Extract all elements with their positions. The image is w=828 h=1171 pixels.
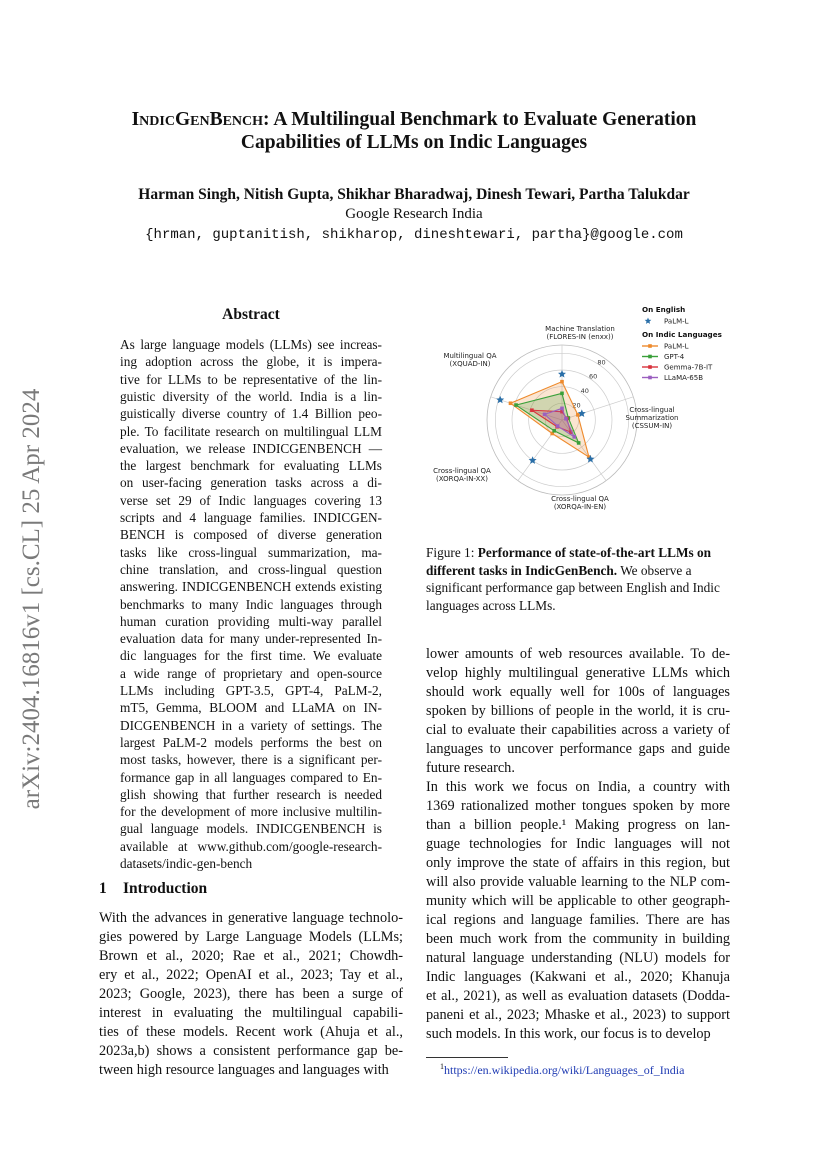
text-line: gual language models. INDICGENBENCH is <box>120 821 382 837</box>
series-point-llama-65b <box>543 413 547 417</box>
text-line: ical regions and language families. There are has <box>426 912 730 928</box>
text-line: munity which will be applicable to other geograph- <box>426 893 730 909</box>
caption-bold: Performance of state-of-the-art LLMs on different tasks in IndicGenBench. <box>426 545 712 578</box>
text-line: BENCH is composed of diverse generation <box>120 527 382 543</box>
figure-caption <box>426 544 730 614</box>
title-line2: Capabilities of LLMs on Indic Languages <box>240 132 588 153</box>
text-line: With the advances in generative language technolo- <box>99 910 403 926</box>
series-point-palm-l <box>509 401 513 405</box>
axis-label: Cross-lingual QA <box>551 495 609 503</box>
text-line: paneni et al., 2023; Mhaske et al., 2023) to support <box>426 1007 730 1023</box>
axis-label: (CSSUM-IN) <box>631 422 673 430</box>
text-line: most tasks, however, there is a significant per- <box>120 752 382 768</box>
text-line: evaluation data for many under-represented In- <box>120 631 382 647</box>
series-point-gpt-4 <box>552 429 556 433</box>
author-emails: {hrman, guptanitish, shikharop, dineshtewari, partha}@google.com <box>145 227 683 243</box>
series-point-palm-l <box>560 380 564 384</box>
footnote-rule <box>426 1057 508 1058</box>
abstract-heading: Abstract <box>222 306 280 323</box>
text-line: ties of these models. Recent work (Ahuja et al., <box>99 1024 403 1040</box>
series-point-palm-l <box>576 413 580 417</box>
text-line: DICGENBENCH in a variety of settings. The <box>120 717 382 733</box>
legend-entry-label: Gemma-7B-IT <box>664 363 713 372</box>
section-title: Introduction <box>123 880 208 897</box>
text-line: should work equally well for 100s of languages <box>426 684 730 700</box>
text-line: scripts and 4 language families. INDICGEN- <box>120 510 382 525</box>
text-line: guistic diversity of the world. India is a lin- <box>120 388 382 404</box>
series-point-llama-65b <box>564 417 568 421</box>
legend-title-indic: On Indic Languages <box>642 330 722 339</box>
caption-rest: We observe a significant performance gap between English and Indic languages across LLMs. <box>426 562 720 613</box>
text-line: answering. INDICGENBENCH extends existing <box>120 579 382 595</box>
text-line: evaluation, we release INDICGENBENCH — <box>120 440 382 456</box>
series-point-llama-65b <box>560 407 564 411</box>
ring-tick-label: 80 <box>597 358 606 367</box>
legend-marker-swatch <box>648 355 652 359</box>
text-line: natural language understanding (NLU) models for <box>426 950 730 966</box>
text-line: ery et al., 2022; OpenAI et al., 2023; Tay et al., <box>99 967 403 983</box>
figure-radar-chart <box>420 300 740 525</box>
author-list: Harman Singh, Nitish Gupta, Shikhar Bharadwaj, Dinesh Tewari, Partha Talukdar <box>138 186 690 203</box>
ring-tick-label: 60 <box>589 372 598 381</box>
legend-marker-swatch <box>648 344 652 348</box>
text-line: tasks like cross-lingual summarization, ma- <box>120 544 382 560</box>
series-point-llama-65b <box>556 424 560 428</box>
text-line: verse set 29 of Indic languages covering 13 <box>120 492 382 508</box>
footnote-mark: 1 <box>440 1062 444 1071</box>
text-line: languages to uncover performance gaps and guide <box>426 741 730 757</box>
axis-label: Machine Translation <box>545 325 615 333</box>
legend-entry-label: PaLM-L <box>664 342 689 351</box>
text-line: Brown et al., 2020; Rae et al., 2021; Chowdh- <box>99 948 403 964</box>
affiliation: Google Research India <box>345 206 483 222</box>
series-point-gpt-4 <box>577 441 581 445</box>
series-point-gpt-4 <box>560 392 564 396</box>
text-line: velop highly multilingual generative LLMs which <box>426 665 730 681</box>
text-line: only improve the state of affairs in this region, but <box>426 855 730 871</box>
ring-tick-label: 40 <box>580 387 589 396</box>
text-line: In this work we focus on India, a country with <box>426 779 730 795</box>
text-line: than a billion people.¹ Making progress on lan- <box>426 817 730 833</box>
arxiv-identifier: arXiv:2404.16816v1 [cs.CL] 25 Apr 2024 <box>18 388 45 810</box>
text-line: Indic languages (Kakwani et al., 2020; Khanuja <box>426 969 730 985</box>
text-line: available at www.github.com/google-research- <box>120 838 382 854</box>
ring-tick-label: 20 <box>572 401 581 410</box>
text-line: such models. In this work, our focus is to develop <box>426 1026 711 1042</box>
section-heading-introduction <box>99 880 207 898</box>
legend-marker-swatch <box>648 365 652 369</box>
axis-label: Multilingual QA <box>443 352 497 360</box>
axis-label: (XQUAD-IN) <box>449 360 491 368</box>
text-line: human curation providing multi-way parallel <box>120 613 382 629</box>
english-star-point <box>496 396 504 404</box>
text-line: will also provide valuable learning to the NLP com- <box>426 874 730 890</box>
axis-label: Summarization <box>625 414 679 422</box>
footnote-link[interactable]: https://en.wikipedia.org/wiki/Languages_of_India <box>444 1063 685 1077</box>
text-line: formance gap in all languages compared to En- <box>120 769 382 785</box>
legend-entry-label: GPT-4 <box>664 353 685 361</box>
text-line: largest PaLM-2 models performs the best on <box>120 734 382 750</box>
axis-label: (FLORES-IN (enxx)) <box>546 333 614 341</box>
text-line: guistically diverse country of 1.4 Billion peo- <box>120 406 382 422</box>
axis-label: Cross-lingual QA <box>433 467 491 475</box>
footnote <box>440 1062 684 1078</box>
axis-label: (XORQA-IN-XX) <box>436 475 488 483</box>
text-line: benchmarks to many Indic languages through <box>120 596 382 612</box>
text-line: been much work from the community in building <box>426 931 730 947</box>
text-line: tive for LLMs to be representative of the lin- <box>120 371 382 387</box>
text-line: lower amounts of web resources available. To de- <box>426 646 730 662</box>
text-line: cial to evaluate their capabilities across a variety of <box>426 722 730 738</box>
title-benchmark-name: IndicGenBench <box>131 109 264 130</box>
text-line: the largest benchmark for evaluating LLMs <box>120 458 382 474</box>
text-line: interest in evaluating the multilingual capabili- <box>99 1005 403 1021</box>
text-line: 1369 rationalized mother tongues spoken by more <box>426 798 730 814</box>
text-line: gies powered by Large Language Models (LLMs; <box>99 929 403 945</box>
legend-title-english: On English <box>642 305 686 314</box>
title-line1-rest: : A Multilingual Benchmark to Evaluate Generation <box>263 109 697 130</box>
legend-star-icon <box>645 318 652 324</box>
text-line: guage technologies for Indic languages will not <box>426 836 730 852</box>
text-line: ing adoption across the globe, it is impera- <box>120 354 382 370</box>
text-line: ple. To facilitate research on multilingual LLM <box>120 423 382 439</box>
text-line: et al., 2021), as well as evaluation datasets (Dodda- <box>426 988 730 1004</box>
text-line: a wide range of proprietary and open-source <box>120 665 382 681</box>
text-line: mT5, Gemma, BLOOM and LLaMA on IN- <box>120 700 382 716</box>
legend-entry-label: PaLM-L <box>664 317 689 326</box>
section-number: 1 <box>99 880 107 897</box>
text-line: future research. <box>426 760 515 776</box>
legend-entry-label: LLaMA-65B <box>664 374 703 382</box>
axis-label: (XORQA-IN-EN) <box>553 503 607 511</box>
legend-marker-swatch <box>648 376 652 380</box>
text-line: tween high resource languages and languages with <box>99 1062 389 1078</box>
series-point-gpt-4 <box>514 403 518 407</box>
text-line: dic languages for the first time. We evaluate <box>120 648 382 664</box>
text-line: 2023a,b) shows a consistent performance gap be- <box>99 1043 403 1059</box>
text-line: chine translation, and cross-lingual question <box>120 561 382 577</box>
caption-prefix: Figure 1: <box>426 545 478 560</box>
text-line: As large language models (LLMs) see increas- <box>120 337 382 352</box>
text-line: glish showing that further research is needed <box>120 786 382 802</box>
text-line: datasets/indic-gen-bench <box>120 856 253 871</box>
series-point-llama-65b <box>572 435 576 439</box>
axis-label: Cross-lingual <box>629 406 675 414</box>
text-line: for the development of more inclusive multilin- <box>120 804 382 820</box>
text-line: on user-facing generation tasks across a di- <box>120 475 382 491</box>
paper-title <box>90 108 738 154</box>
text-line: LLMs including GPT-3.5, GPT-4, PaLM-2, <box>120 683 382 698</box>
series-point-gemma-7b-it <box>530 408 534 412</box>
text-line: 2023; Google, 2023), there has been a surge of <box>99 986 403 1002</box>
text-line: spoken by billions of people in the world, it is cru- <box>426 703 730 719</box>
